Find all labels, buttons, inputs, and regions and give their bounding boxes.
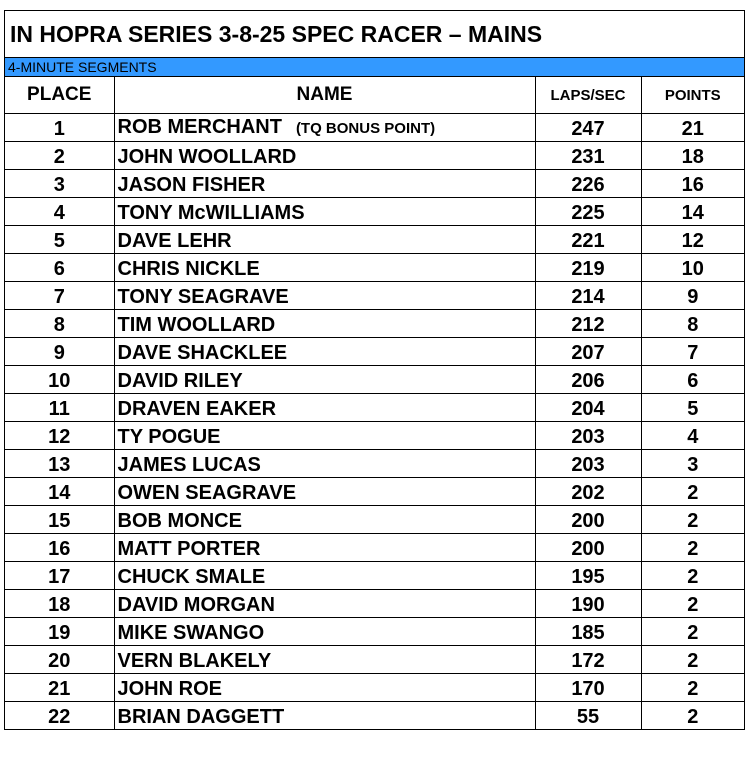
driver-name: MATT PORTER <box>117 538 261 560</box>
name-cell <box>114 590 535 618</box>
points-cell: 12 <box>641 226 744 254</box>
place-cell: 5 <box>5 226 114 254</box>
laps-cell: 219 <box>535 254 641 282</box>
column-header-name: NAME <box>114 77 535 114</box>
driver-name: TIM WOOLLARD <box>117 314 276 336</box>
table-row <box>5 226 744 254</box>
points-cell: 10 <box>641 254 744 282</box>
points-cell: 21 <box>641 114 744 142</box>
bonus-note: (TQ BONUS POINT) <box>295 120 436 137</box>
laps-cell: 203 <box>535 422 641 450</box>
points-cell: 5 <box>641 394 744 422</box>
laps-cell: 212 <box>535 310 641 338</box>
place-cell: 6 <box>5 254 114 282</box>
name-cell <box>114 562 535 590</box>
driver-name: TONY SEAGRAVE <box>117 286 289 308</box>
place-cell: 20 <box>5 646 114 674</box>
driver-name: CHUCK SMALE <box>117 566 266 588</box>
table-row <box>5 702 744 730</box>
points-cell: 2 <box>641 562 744 590</box>
points-cell: 2 <box>641 590 744 618</box>
points-cell: 16 <box>641 170 744 198</box>
place-cell: 19 <box>5 618 114 646</box>
points-cell: 7 <box>641 338 744 366</box>
name-cell <box>114 226 535 254</box>
laps-cell: 221 <box>535 226 641 254</box>
driver-name: DAVE LEHR <box>117 230 232 252</box>
driver-name: DAVID MORGAN <box>117 594 275 616</box>
name-cell <box>114 702 535 730</box>
points-cell: 2 <box>641 478 744 506</box>
header-row <box>5 77 744 114</box>
column-header-points: POINTS <box>641 77 744 114</box>
name-cell <box>114 646 535 674</box>
table-row <box>5 590 744 618</box>
column-header-laps: LAPS/SEC <box>535 77 641 114</box>
points-cell: 9 <box>641 282 744 310</box>
points-cell: 4 <box>641 422 744 450</box>
laps-cell: 203 <box>535 450 641 478</box>
place-cell: 9 <box>5 338 114 366</box>
points-cell: 2 <box>641 618 744 646</box>
points-cell: 2 <box>641 674 744 702</box>
name-cell <box>114 198 535 226</box>
table-row <box>5 478 744 506</box>
driver-name: DAVE SHACKLEE <box>117 342 288 364</box>
name-cell <box>114 338 535 366</box>
points-cell: 8 <box>641 310 744 338</box>
laps-cell: 172 <box>535 646 641 674</box>
table-row <box>5 282 744 310</box>
driver-name: BRIAN DAGGETT <box>117 706 285 728</box>
laps-cell: 200 <box>535 534 641 562</box>
table-row <box>5 198 744 226</box>
driver-name: ROB MERCHANT <box>117 116 282 138</box>
place-cell: 15 <box>5 506 114 534</box>
driver-name: VERN BLAKELY <box>117 650 272 672</box>
results-sheet <box>4 10 745 730</box>
laps-cell: 170 <box>535 674 641 702</box>
driver-name: TY POGUE <box>117 426 221 448</box>
laps-cell: 231 <box>535 142 641 170</box>
place-cell: 12 <box>5 422 114 450</box>
table-row <box>5 114 744 142</box>
column-header-place: PLACE <box>5 77 114 114</box>
name-cell <box>114 366 535 394</box>
laps-cell: 204 <box>535 394 641 422</box>
name-cell <box>114 618 535 646</box>
driver-name: JOHN ROE <box>117 678 222 700</box>
name-cell <box>114 478 535 506</box>
results-body <box>5 114 744 730</box>
name-cell <box>114 450 535 478</box>
laps-cell: 185 <box>535 618 641 646</box>
name-cell <box>114 674 535 702</box>
laps-cell: 214 <box>535 282 641 310</box>
name-cell <box>114 170 535 198</box>
laps-cell: 195 <box>535 562 641 590</box>
table-row <box>5 534 744 562</box>
driver-name: DAVID RILEY <box>117 370 243 392</box>
place-cell: 18 <box>5 590 114 618</box>
table-row <box>5 506 744 534</box>
place-cell: 21 <box>5 674 114 702</box>
points-cell: 3 <box>641 450 744 478</box>
name-cell <box>114 282 535 310</box>
name-cell <box>114 310 535 338</box>
place-cell: 2 <box>5 142 114 170</box>
segment-band: 4-MINUTE SEGMENTS <box>5 58 744 77</box>
points-cell: 6 <box>641 366 744 394</box>
points-cell: 2 <box>641 534 744 562</box>
name-cell <box>114 422 535 450</box>
table-row <box>5 170 744 198</box>
name-cell <box>114 394 535 422</box>
place-cell: 16 <box>5 534 114 562</box>
place-cell: 4 <box>5 198 114 226</box>
name-cell <box>114 254 535 282</box>
points-cell: 18 <box>641 142 744 170</box>
table-row <box>5 310 744 338</box>
table-row <box>5 394 744 422</box>
laps-cell: 190 <box>535 590 641 618</box>
table-row <box>5 422 744 450</box>
driver-name: MIKE SWANGO <box>117 622 265 644</box>
laps-cell: 247 <box>535 114 641 142</box>
points-cell: 2 <box>641 506 744 534</box>
laps-cell: 202 <box>535 478 641 506</box>
name-cell <box>114 142 535 170</box>
place-cell: 22 <box>5 702 114 730</box>
points-cell: 14 <box>641 198 744 226</box>
place-cell: 11 <box>5 394 114 422</box>
driver-name: JOHN WOOLLARD <box>117 146 297 168</box>
laps-cell: 55 <box>535 702 641 730</box>
place-cell: 13 <box>5 450 114 478</box>
name-cell <box>114 506 535 534</box>
driver-name: BOB MONCE <box>117 510 242 532</box>
points-cell: 2 <box>641 702 744 730</box>
table-row <box>5 618 744 646</box>
laps-cell: 200 <box>535 506 641 534</box>
place-cell: 7 <box>5 282 114 310</box>
table-row <box>5 254 744 282</box>
name-cell <box>114 114 535 142</box>
place-cell: 3 <box>5 170 114 198</box>
table-row <box>5 562 744 590</box>
driver-name: CHRIS NICKLE <box>117 258 260 280</box>
table-row <box>5 366 744 394</box>
place-cell: 10 <box>5 366 114 394</box>
table-row <box>5 450 744 478</box>
table-row <box>5 674 744 702</box>
page-title: IN HOPRA SERIES 3-8-25 SPEC RACER – MAINS <box>5 11 744 58</box>
table-row <box>5 338 744 366</box>
place-cell: 1 <box>5 114 114 142</box>
laps-cell: 206 <box>535 366 641 394</box>
points-cell: 2 <box>641 646 744 674</box>
place-cell: 17 <box>5 562 114 590</box>
laps-cell: 207 <box>535 338 641 366</box>
laps-cell: 225 <box>535 198 641 226</box>
table-row <box>5 142 744 170</box>
driver-name: JASON FISHER <box>117 174 266 196</box>
driver-name: DRAVEN EAKER <box>117 398 277 420</box>
place-cell: 14 <box>5 478 114 506</box>
laps-cell: 226 <box>535 170 641 198</box>
name-cell <box>114 534 535 562</box>
place-cell: 8 <box>5 310 114 338</box>
driver-name: OWEN SEAGRAVE <box>117 482 297 504</box>
driver-name: JAMES LUCAS <box>117 454 261 476</box>
driver-name: TONY McWILLIAMS <box>117 202 305 224</box>
results-table <box>5 77 744 729</box>
table-row <box>5 646 744 674</box>
